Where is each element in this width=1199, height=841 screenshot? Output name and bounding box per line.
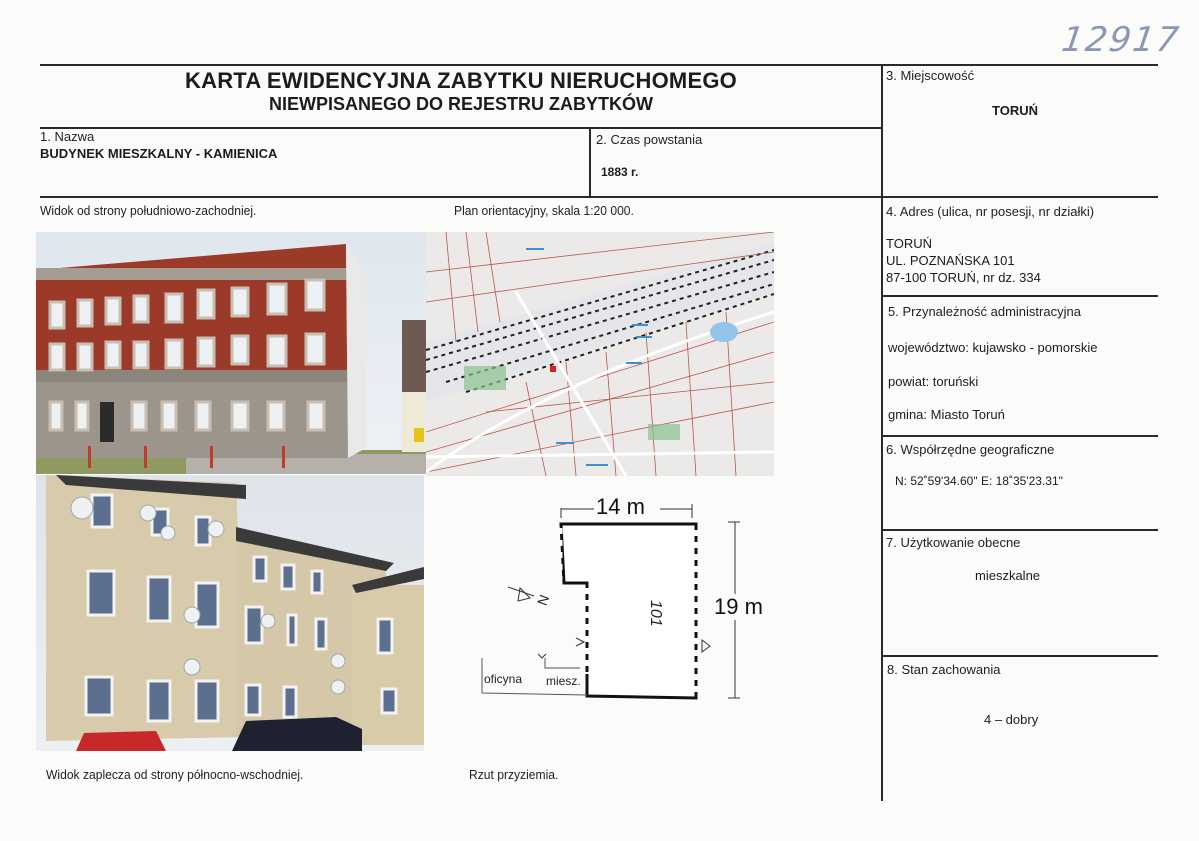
site-location-marker [550,366,556,372]
rear-courtyard-photo [36,475,424,751]
handwritten-inventory-number: 12917 [1059,20,1183,60]
coordinates-label: 6. Współrzędne geograficzne [886,442,1055,457]
rule-top [40,64,1158,66]
administrative-label: 5. Przynależność administracyjna [888,304,1081,319]
site-plan-caption: Plan orientacyjny, skala 1:20 000. [454,203,634,218]
creation-time-label: 2. Czas powstania [596,132,703,147]
annex-label: oficyna [484,672,523,686]
address-line-1: TORUŃ [886,236,932,251]
rule-title-bottom [40,127,883,129]
creation-time-value: 1883 r. [601,165,639,179]
ground-plan-caption: Rzut przyziemia. [469,767,559,782]
front-view-caption: Widok od strony południowo-zachodniej. [40,203,257,218]
locality-label: 3. Miejscowość [886,68,975,83]
rule-after-admin [882,435,1158,437]
divider-name-date [589,127,591,197]
locality-value: TORUŃ [992,103,1038,118]
current-use-value: mieszkalne [975,568,1041,583]
name-value: BUDYNEK MIESZKALNY - KAMIENICA [40,146,278,161]
residential-label: miesz. [546,674,581,688]
front-facade-illustration [36,232,426,474]
divider-right-column [881,64,883,801]
coordinates-value: N: 52˚59'34.60" E: 18˚35'23.31" [895,474,1063,488]
rule-after-address [882,295,1158,297]
voivodeship-value: województwo: kujawsko - pomorskie [888,340,1098,355]
site-plan-map-illustration [426,232,774,476]
condition-label: 8. Stan zachowania [887,662,1001,677]
rule-after-coords [882,529,1158,531]
current-use-label: 7. Użytkowanie obecne [886,535,1021,550]
address-label: 4. Adres (ulica, nr posesji, nr działki) [886,204,1095,219]
site-plan-map [426,232,774,476]
floor-plan-height-label: 19 m [714,594,763,619]
rear-view-caption: Widok zaplecza od strony północno-wschodniej. [46,767,304,782]
rule-header-bottom [40,196,1158,198]
north-marker-label: N [533,592,553,608]
address-line-2: UL. POZNAŃSKA 101 [886,253,1015,268]
document-subtitle: NIEWPISANEGO DO REJESTRU ZABYTKÓW [268,94,654,114]
building-number-label: 101 [647,600,664,627]
county-value: powiat: toruński [888,374,979,389]
address-line-3: 87-100 TORUŃ, nr dz. 334 [886,270,1041,285]
floor-plan-width-label: 14 m [596,494,645,519]
ground-floor-plan [470,488,790,718]
rear-courtyard-illustration [36,475,424,751]
document-title: KARTA EWIDENCYJNA ZABYTKU NIERUCHOMEGO [185,68,737,93]
front-facade-photo [36,232,426,474]
name-label: 1. Nazwa [40,129,95,144]
condition-value: 4 – dobry [984,712,1039,727]
commune-value: gmina: Miasto Toruń [888,407,1005,422]
rule-after-use [882,655,1158,657]
